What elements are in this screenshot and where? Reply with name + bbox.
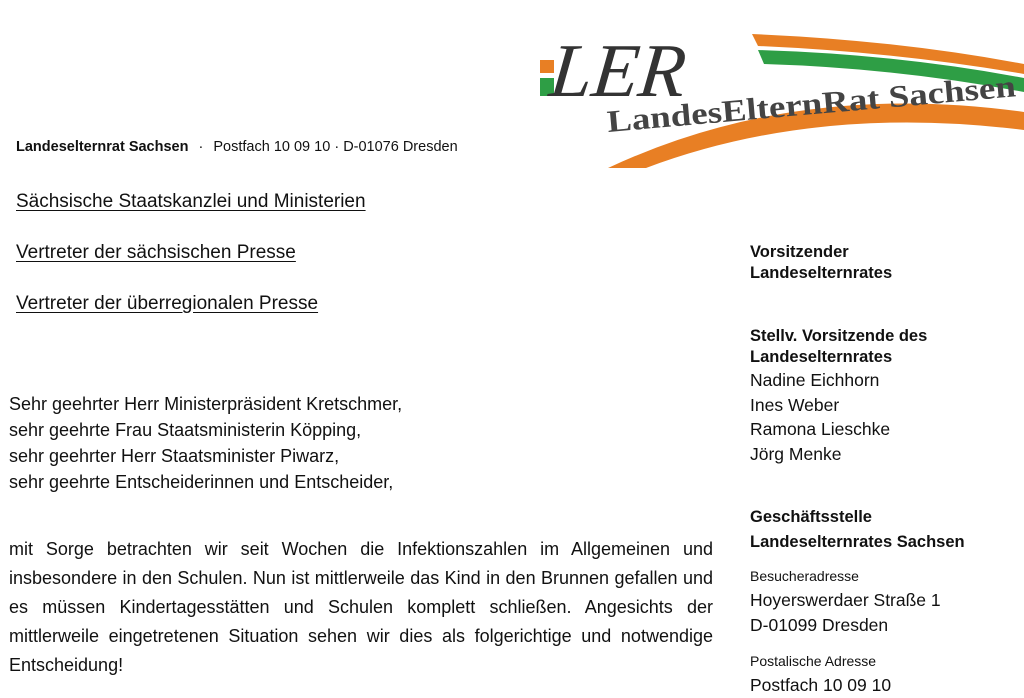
chair-title-line-2: Landeselternrates xyxy=(750,264,893,282)
sender-postbox: Postfach 10 09 10 xyxy=(213,139,331,155)
recipient-3: Vertreter der überregionalen Presse xyxy=(16,293,319,314)
visitor-street: Hoyerswerdaer Straße 1 xyxy=(750,590,941,610)
body-paragraph: mit Sorge betrachten wir seit Wochen die Infektionszahlen im Allgemeinen und insbesondere in den Schulen. Nun ist mittlerweile das Kind in den Brunnen gefallen und es müssen Kindertagesstätten und Schulen komplett schließen. Angesichts der mittlerweile eingetretenen Situation sehen wir dies als folgerichtige und notwendige Entscheidung! xyxy=(9,539,713,675)
chair-title-line-1: Vorsitzender xyxy=(750,243,849,261)
sender-city: D-01076 Dresden xyxy=(343,139,458,155)
deputy-name: Nadine Eichhorn xyxy=(750,370,880,390)
salutation-line: sehr geehrte Frau Staatsministerin Köpping, xyxy=(9,420,362,440)
office-title-line-1: Geschäftsstelle xyxy=(750,508,872,526)
logo-ler-text: LER xyxy=(546,29,691,113)
visitor-city: D-01099 Dresden xyxy=(750,614,889,635)
deputy-title-line-2: Landeselternrates xyxy=(750,348,893,366)
postal-box: Postfach 10 09 10 xyxy=(750,675,892,695)
sender-org: Landeselternrat Sachsen xyxy=(16,139,189,155)
salutation-line: sehr geehrter Herr Staatsminister Piwarz, xyxy=(9,446,340,466)
visitor-address-label: Besucheradresse xyxy=(750,568,859,584)
office-title-line-2: Landeselternrates Sachsen xyxy=(750,533,965,551)
sender-separator-1: · xyxy=(198,139,204,155)
sidebar-office-title xyxy=(750,505,965,555)
salutation-line: Sehr geehrter Herr Ministerpräsident Kretschmer, xyxy=(9,394,403,414)
sidebar-chair-title xyxy=(750,242,892,284)
recipient-1: Sächsische Staatskanzlei und Ministerien xyxy=(16,191,366,212)
deputy-title-line-1: Stellv. Vorsitzende des xyxy=(750,327,928,345)
salutation xyxy=(9,391,402,495)
sidebar-deputy-title xyxy=(750,326,927,368)
postal-address-label: Postalische Adresse xyxy=(750,653,877,669)
deputy-name: Jörg Menke xyxy=(750,443,842,464)
sender-line xyxy=(16,139,458,155)
ler-logo xyxy=(496,0,1024,172)
deputy-name: Ramona Lieschke xyxy=(750,419,891,439)
visitor-address xyxy=(750,588,941,637)
sender-separator-2: · xyxy=(334,139,340,155)
recipient-2: Vertreter der sächsischen Presse xyxy=(16,242,296,263)
logo-full-name: LandesElternRat Sachsen xyxy=(605,74,951,139)
salutation-line: sehr geehrte Entscheiderinnen und Entscheider, xyxy=(9,472,394,492)
deputy-list xyxy=(750,368,890,466)
deputy-name: Ines Weber xyxy=(750,394,840,415)
